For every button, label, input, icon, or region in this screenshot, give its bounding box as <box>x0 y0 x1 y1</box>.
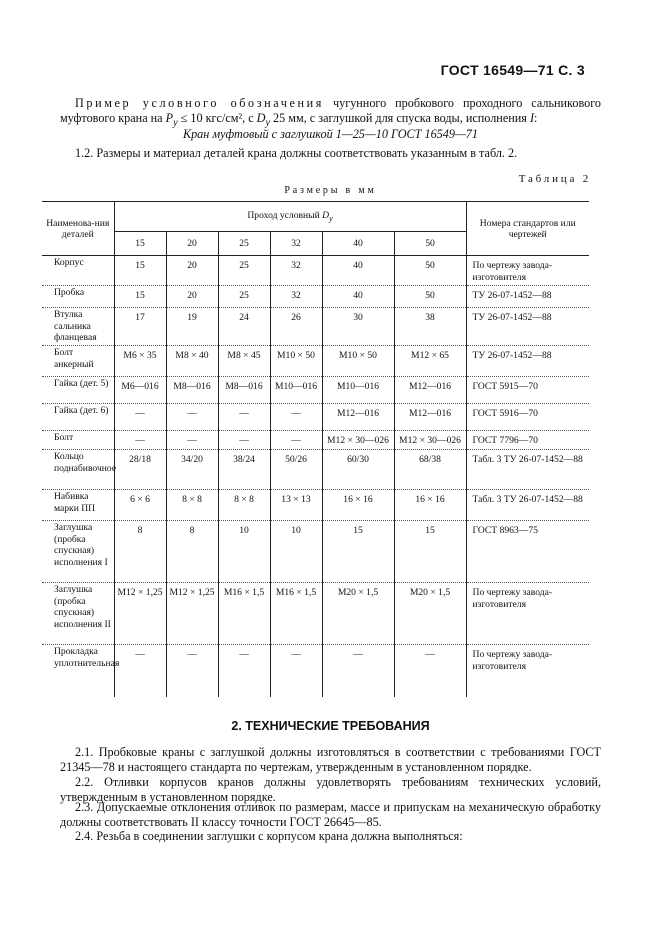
standard-cell: ГОСТ 5915—70 <box>466 377 589 404</box>
size-cell: М6 × 35 <box>114 346 166 377</box>
size-cell: 25 <box>218 256 270 286</box>
size-cell: М20 × 1,5 <box>394 583 466 645</box>
standard-cell: Табл. 3 ТУ 26-07-1452—88 <box>466 450 589 490</box>
size-cell: 15 <box>394 521 466 583</box>
size-cell: — <box>322 645 394 697</box>
designation-formula: Кран муфтовый с заглушкой 1—25—10 ГОСТ 16549—71 <box>183 127 478 141</box>
size-cell: 38/24 <box>218 450 270 490</box>
size-cell: — <box>114 645 166 697</box>
part-name: Втулка сальника фланцевая <box>42 308 114 346</box>
size-cell: М8 × 40 <box>166 346 218 377</box>
size-cell: 15 <box>114 256 166 286</box>
size-cell: 15 <box>322 521 394 583</box>
size-cell: — <box>218 404 270 431</box>
header-passage-label: Проход условный <box>247 210 320 222</box>
size-cell: 25 <box>218 286 270 308</box>
diameter-header: 50 <box>394 232 466 256</box>
table-row <box>42 377 589 404</box>
size-cell: — <box>270 404 322 431</box>
size-cell: — <box>166 645 218 697</box>
table-row <box>42 404 589 431</box>
section-title: 2. ТЕХНИЧЕСКИЕ ТРЕБОВАНИЯ <box>231 719 430 733</box>
pressure-symbol: P <box>165 111 174 125</box>
size-cell: 10 <box>218 521 270 583</box>
size-cell: 38 <box>394 308 466 346</box>
size-cell: М12 × 1,25 <box>166 583 218 645</box>
standard-cell: ГОСТ 7796—70 <box>466 431 589 450</box>
size-cell: 26 <box>270 308 322 346</box>
diameter-header: 40 <box>322 232 394 256</box>
size-cell: 13 × 13 <box>270 490 322 521</box>
size-cell: — <box>114 431 166 450</box>
example-text-b: ≤ 10 кгс/см², с <box>177 111 257 125</box>
size-cell: 15 <box>114 286 166 308</box>
standard-cell: ТУ 26-07-1452—88 <box>466 286 589 308</box>
part-name: Гайка (дет. 5) <box>42 377 114 404</box>
table-row <box>42 431 589 450</box>
designation-example <box>60 96 601 130</box>
requirement-2-2: 2.2. Отливки корпусов кранов должны удовлетворять требованиям технических условий, утвержденным в установленном порядке. <box>60 775 601 804</box>
size-cell: 8 <box>166 521 218 583</box>
size-cell: 32 <box>270 256 322 286</box>
example-title: Пример условного обозначения <box>75 96 325 110</box>
size-cell: 8 <box>114 521 166 583</box>
part-name: Прокладка уплотнительная <box>42 645 114 697</box>
part-name: Заглушка (пробка спускная) исполнения I <box>42 521 114 583</box>
standard-cell: По чертежу завода-изготовителя <box>466 256 589 286</box>
size-cell: 8 × 8 <box>166 490 218 521</box>
size-cell: 16 × 16 <box>394 490 466 521</box>
size-cell: М16 × 1,5 <box>270 583 322 645</box>
size-cell: 10 <box>270 521 322 583</box>
header-nominal-passage <box>114 202 466 232</box>
part-name: Гайка (дет. 6) <box>42 404 114 431</box>
requirement-2-4: 2.4. Резьба в соединении заглушки с корпусом крана должна выполняться: <box>75 829 463 843</box>
requirement-1-2: 1.2. Размеры и материал деталей крана должны соответствовать указанным в табл. 2. <box>75 146 518 160</box>
standard-cell: ТУ 26-07-1452—88 <box>466 346 589 377</box>
table-row <box>42 256 589 286</box>
size-cell: 50 <box>394 286 466 308</box>
part-name: Болт <box>42 431 114 450</box>
table-caption: Таблица 2 <box>518 173 591 185</box>
size-cell: 24 <box>218 308 270 346</box>
part-name: Заглушка (пробка спускная) исполнения II <box>42 583 114 645</box>
size-cell: М12 × 30—026 <box>394 431 466 450</box>
header-part-name: Наименова-ния деталей <box>42 202 114 256</box>
size-cell: М8—016 <box>218 377 270 404</box>
size-cell: М6—016 <box>114 377 166 404</box>
standard-cell: ТУ 26-07-1452—88 <box>466 308 589 346</box>
part-name: Корпус <box>42 256 114 286</box>
diameter-symbol: D <box>256 111 266 125</box>
example-text-d: : <box>534 111 538 125</box>
size-cell: М12—016 <box>322 404 394 431</box>
size-cell: 20 <box>166 286 218 308</box>
size-cell: 40 <box>322 256 394 286</box>
size-cell: М16 × 1,5 <box>218 583 270 645</box>
example-text-a: чугунного пробкового проходного сальникового муфтового крана на <box>60 96 602 125</box>
page-header: ГОСТ 16549—71 С. 3 <box>440 62 585 78</box>
table-row <box>42 645 589 697</box>
diameter-subscript: y <box>265 117 270 129</box>
example-text-c: 25 мм, с заглушкой для спуска воды, исполнения <box>270 111 530 125</box>
table-row <box>42 308 589 346</box>
size-cell: М12 × 1,25 <box>114 583 166 645</box>
size-cell: М12—016 <box>394 377 466 404</box>
size-cell: — <box>394 645 466 697</box>
size-cell: 60/30 <box>322 450 394 490</box>
size-cell: — <box>218 645 270 697</box>
size-cell: 17 <box>114 308 166 346</box>
requirement-2-3: 2.3. Допускаемые отклонения отливок по размерам, массе и припускам на механическую обработку должны соответствовать II классу точности ГОСТ 26645—85. <box>60 800 601 829</box>
table-row <box>42 583 589 645</box>
header-passage-symbol: D <box>322 210 330 222</box>
header-passage-subscript: y <box>329 213 333 223</box>
size-cell: 20 <box>166 256 218 286</box>
requirement-2-1: 2.1. Пробковые краны с заглушкой должны изготовляться в соответствии с требованиями ГОСТ 21345—78 и настоящего стандарта по чертежам, утвержденным в установленном порядке. <box>60 745 601 774</box>
diameter-header: 25 <box>218 232 270 256</box>
sizes-caption: Размеры в мм <box>284 185 377 196</box>
standard-cell: ГОСТ 5916—70 <box>466 404 589 431</box>
size-cell: М20 × 1,5 <box>322 583 394 645</box>
pressure-subscript: y <box>173 117 178 129</box>
size-cell: 32 <box>270 286 322 308</box>
standard-cell: По чертежу завода-изготовителя <box>472 649 553 672</box>
diameter-header: 15 <box>114 232 166 256</box>
size-cell: М8—016 <box>166 377 218 404</box>
part-name: Болт анкерный <box>42 346 114 377</box>
size-cell: 50 <box>394 256 466 286</box>
size-cell: 16 × 16 <box>322 490 394 521</box>
table-row <box>42 286 589 308</box>
size-cell: 28/18 <box>114 450 166 490</box>
size-cell: — <box>270 645 322 697</box>
size-cell: 50/26 <box>270 450 322 490</box>
size-cell: 34/20 <box>166 450 218 490</box>
size-cell: М12 × 65 <box>394 346 466 377</box>
table-row <box>42 450 589 490</box>
header-standards: Номера стандартов или чертежей <box>466 202 589 256</box>
diameter-header: 32 <box>270 232 322 256</box>
size-cell: М10 × 50 <box>322 346 394 377</box>
standard-cell: Табл. 3 ТУ 26-07-1452—88 <box>466 490 589 521</box>
size-cell: — <box>166 404 218 431</box>
table-row <box>42 490 589 521</box>
size-cell: — <box>270 431 322 450</box>
size-cell: М10—016 <box>322 377 394 404</box>
size-cell: — <box>218 431 270 450</box>
execution-number: I <box>529 111 535 125</box>
size-cell: — <box>114 404 166 431</box>
size-cell: М10 × 50 <box>270 346 322 377</box>
size-cell: М12—016 <box>394 404 466 431</box>
size-cell: 19 <box>166 308 218 346</box>
size-cell: М10—016 <box>270 377 322 404</box>
size-cell: М12 × 30—026 <box>322 431 394 450</box>
size-cell: 8 × 8 <box>218 490 270 521</box>
standard-cell: По чертежу завода-изготовителя <box>466 583 589 645</box>
size-cell: 68/38 <box>394 450 466 490</box>
size-cell: 40 <box>322 286 394 308</box>
table-row <box>42 521 589 583</box>
size-cell: 6 × 6 <box>114 490 166 521</box>
size-cell: М8 × 45 <box>218 346 270 377</box>
standard-cell: ГОСТ 8963—75 <box>466 521 589 583</box>
size-cell: — <box>166 431 218 450</box>
size-cell: 30 <box>322 308 394 346</box>
part-name: Набивка марки ПП <box>42 490 114 521</box>
part-name: Пробка <box>42 286 114 308</box>
table-row <box>42 346 589 377</box>
part-name: Кольцо поднабивочное <box>42 450 114 490</box>
diameter-header: 20 <box>166 232 218 256</box>
parts-table <box>42 201 589 697</box>
